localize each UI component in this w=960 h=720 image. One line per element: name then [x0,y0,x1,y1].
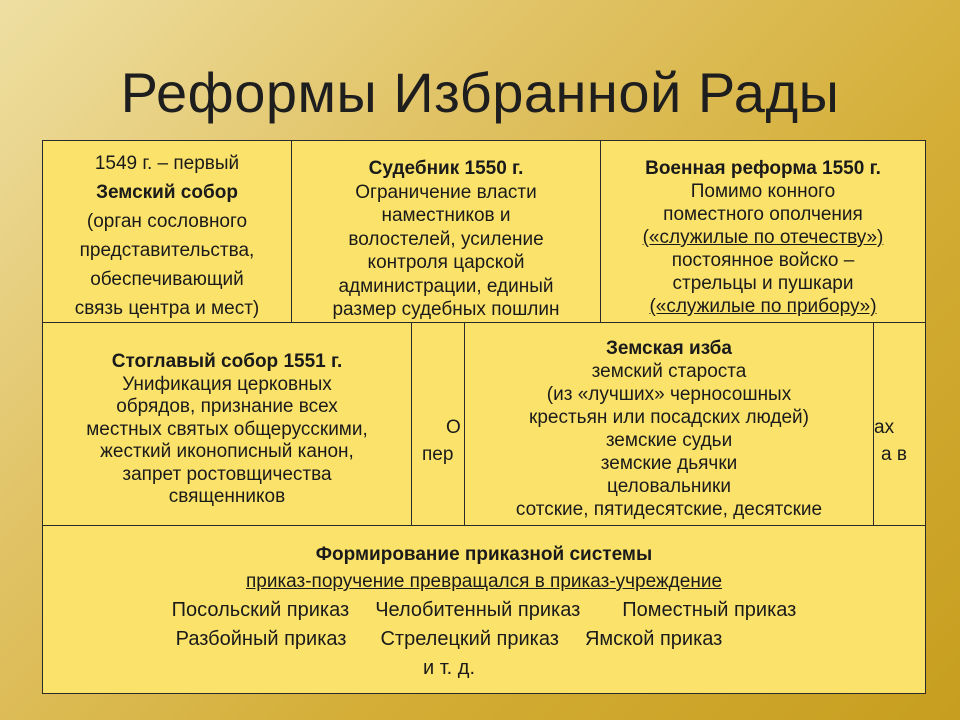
zemsky-sobor-heading: Земский собор [96,182,238,203]
zemsky-sobor-year: 1549 г. – первый [94,153,240,174]
hidden-text-fragment: а в [881,444,907,465]
prikaz-row [43,596,925,625]
military-reform-line: («служилые по прибору») [649,296,877,317]
military-reform-line: стрельцы и пушкари [672,273,854,294]
sudebnik-line: Ограничение власти [355,181,537,203]
zemsky-sobor-line: обеспечивающий [90,269,244,290]
prikaz-name: Ямской приказ [584,628,723,650]
zemskaya-izba-line: целовальники [607,476,731,497]
stoglav-line: священников [168,486,286,507]
sudebnik-line: контроля царской [367,252,525,273]
prikaz-system-cell [42,525,926,694]
prikaz-subheading: приказ-поручение превращался в приказ-учреждение [245,571,723,592]
zemskaya-izba-line: земские дьячки [600,453,738,474]
stoglav-heading: Стоглавый собор 1551 г. [111,351,343,372]
zemskaya-izba-line: сотские, пятидесятские, десятские [515,499,823,520]
zemskaya-izba-cell [464,322,874,526]
military-reform-line: («служилые по отечеству») [642,227,884,248]
zemskaya-izba-heading: Земская изба [606,338,732,359]
stoglav-line: Унификация церковных [122,373,332,395]
sudebnik-line: размер судебных пошлин [332,299,560,320]
stoglav-line: местных святых общерусскими, [86,418,368,440]
page-title: Реформы Избранной Рады [120,61,840,124]
hidden-text-fragment: пер [422,444,454,465]
zemsky-sobor-cell [42,140,292,323]
prikaz-heading: Формирование приказной системы [315,544,653,565]
zemskaya-izba-line: крестьян или посадских людей) [529,407,809,428]
military-reform-line: Помимо конного [690,181,836,202]
sudebnik-line: администрации, единый [338,275,554,297]
stoglav-line: обрядов, признание всех [116,396,338,417]
prikaz-name: Поместный приказ [622,599,797,621]
zemskaya-izba-line: земский староста [591,361,747,382]
zemsky-sobor-line: связь центра и мест) [74,298,260,319]
military-reform-line: постоянное войско – [671,250,855,271]
prikaz-row [42,625,925,654]
zemsky-sobor-line: (орган сословного [86,211,248,232]
military-reform-cell [600,140,926,323]
stoglav-sobor-cell [42,322,412,526]
zemskaya-izba-line: земские судьи [605,430,733,451]
sudebnik-line: наместников и [381,205,511,226]
sudebnik-heading: Судебник 1550 г. [368,158,524,179]
military-reform-heading: Военная реформа 1550 г. [645,158,881,179]
zemskaya-izba-line: (из «лучших» черносошных [546,384,792,405]
zemsky-sobor-line: представительства, [79,240,255,261]
sudebnik-line: волостелей, усиление [348,228,544,250]
military-reform-line: поместного ополчения [663,204,863,225]
stoglav-line: жесткий иконописный канон, [100,441,354,462]
stoglav-line: запрет ростовщичества [122,463,332,485]
hidden-text-fragment: О [446,417,461,438]
prikaz-name: Посольский приказ [171,599,350,621]
prikaz-name: Стрелецкий приказ [380,628,559,650]
prikaz-etc: и т. д. [422,657,475,679]
prikaz-name: Челобитенный приказ [375,599,581,621]
prikaz-name: Разбойный приказ [175,628,347,650]
hidden-text-fragment: ах [874,417,895,438]
sudebnik-cell [291,140,601,323]
